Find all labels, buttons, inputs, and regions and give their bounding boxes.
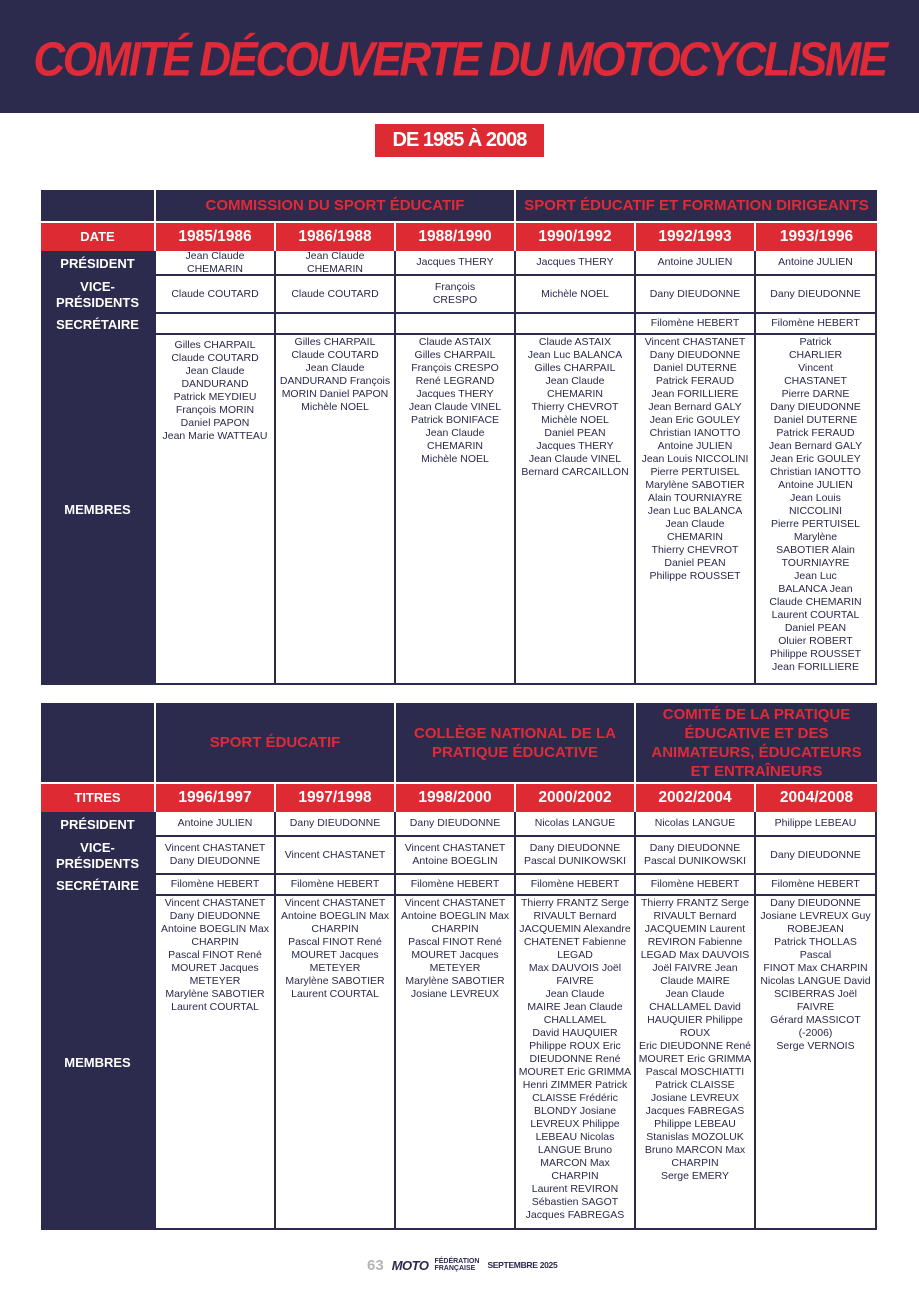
secretary-cell: Filomène HEBERT xyxy=(636,314,756,335)
president-cell: Jean Claude CHEMARIN xyxy=(154,251,276,276)
secretary-cell: Filomène HEBERT xyxy=(636,875,756,896)
row-label-secretary: SECRÉTAIRE xyxy=(41,314,154,335)
secretary-cell: Filomène HEBERT xyxy=(516,875,636,896)
period-badge: DE 1985 À 2008 xyxy=(375,124,544,157)
row-label-vice-presidents: VICE- PRÉSIDENTS xyxy=(41,276,154,314)
president-cell: Jacques THERY xyxy=(396,251,516,276)
secretary-cell xyxy=(276,314,396,335)
year-header: 2004/2008 xyxy=(756,784,877,812)
secretary-cell: Filomène HEBERT xyxy=(154,875,276,896)
group-header: COMMISSION DU SPORT ÉDUCATIF xyxy=(156,190,514,221)
vice-president-cell: Dany DIEUDONNE Pascal DUNIKOWSKI xyxy=(636,837,756,875)
year-row xyxy=(41,223,877,251)
year-header: 1985/1986 xyxy=(156,223,274,251)
year-header: 1993/1996 xyxy=(756,223,877,251)
members-cell: Gilles CHARPAIL Claude COUTARD Jean Claude DANDURAND Patrick MEYDIEU François MORIN Daniel PAPON Jean Marie WATTEAU xyxy=(154,335,276,685)
members-cell: Thierry FRANTZ Serge RIVAULT Bernard JACQUEMIN Alexandre CHATENET Fabienne LEGAD Max DAUVOIS Joël FAIVRE Jean Claude MAIRE Jean Claude CHALLAMEL David HAUQUIER Philippe ROUX Eric DIEUDONNE René MOURET Eric GRIMMA Henri ZIMMER Patrick CLAISSE Frédéric BLONDY Josiane LEVREUX Philippe LEBEAU Nicolas LANGUE Bruno MARCON Max CHARPIN Laurent REVIRON Sébastien SAGOT Jacques FABREGAS xyxy=(516,896,636,1230)
year-header: 1990/1992 xyxy=(516,223,634,251)
secretary-cell: Filomène HEBERT xyxy=(756,875,877,896)
secretary-cell xyxy=(516,314,636,335)
vice-president-cell: Claude COUTARD xyxy=(154,276,276,314)
year-header: 2002/2004 xyxy=(636,784,754,812)
vice-president-cell: Dany DIEUDONNE xyxy=(636,276,756,314)
row-label-date: DATE xyxy=(41,223,154,251)
members-cell: Thierry FRANTZ Serge RIVAULT Bernard JACQUEMIN Laurent REVIRON Fabienne LEGAD Max DAUVOIS Joël FAIVRE Jean Claude MAIRE Jean Claude CHALLAMEL David HAUQUIER Philippe ROUX Eric DIEUDONNE René MOURET Eric GRIMMA Pascal MOSCHIATTI Patrick CLAISSE Josiane LEVREUX Jacques FABREGAS Philippe LEBEAU Stanislas MOZOLUK Bruno MARCON Max CHARPIN Serge EMERY xyxy=(636,896,756,1230)
secretary-cell: Filomène HEBERT xyxy=(756,314,877,335)
table-1996-2008 xyxy=(41,703,877,1230)
members-cell: Vincent CHASTANET Dany DIEUDONNE Antoine BOEGLIN Max CHARPIN Pascal FINOT René MOURET Jacques METEYER Marylène SABOTIER Laurent COURTAL xyxy=(154,896,276,1230)
header-banner xyxy=(0,0,919,113)
secretary-cell xyxy=(396,314,516,335)
vice-president-cell: Claude COUTARD xyxy=(276,276,396,314)
page-number: 63 xyxy=(367,1256,384,1274)
vice-president-cell: Michèle NOEL xyxy=(516,276,636,314)
row-label-titles: TITRES xyxy=(41,784,154,812)
year-header: 1996/1997 xyxy=(156,784,274,812)
group-header: SPORT ÉDUCATIF ET FORMATION DIRIGEANTS xyxy=(516,190,877,221)
year-header: 1986/1988 xyxy=(276,223,394,251)
group-header-row xyxy=(41,190,877,221)
row-label-members: MEMBRES xyxy=(41,335,154,685)
table-1985-1996 xyxy=(41,190,877,685)
members-cell: Vincent CHASTANET Antoine BOEGLIN Max CHARPIN Pascal FINOT René MOURET Jacques METEYER Marylène SABOTIER Laurent COURTAL xyxy=(276,896,396,1230)
members-row xyxy=(41,896,877,1230)
year-header: 1988/1990 xyxy=(396,223,514,251)
president-cell: Antoine JULIEN xyxy=(154,812,276,837)
row-label-president: PRÉSIDENT xyxy=(41,251,154,276)
group-header: COMITÉ DE LA PRATIQUE ÉDUCATIVE ET DES ANIMATEURS, ÉDUCATEURS ET ENTRAÎNEURS xyxy=(636,703,877,782)
president-cell: Jacques THERY xyxy=(516,251,636,276)
group-header-row xyxy=(41,703,877,782)
year-header: 1998/2000 xyxy=(396,784,514,812)
members-cell: Claude ASTAIX Jean Luc BALANCA Gilles CHARPAIL Jean Claude CHEMARIN Thierry CHEVROT Michèle NOEL Daniel PEAN Jacques THERY Jean Claude VINEL Bernard CARCAILLON xyxy=(516,335,636,685)
president-row xyxy=(41,251,877,276)
vice-president-row xyxy=(41,276,877,314)
secretary-cell xyxy=(154,314,276,335)
president-cell: Jean Claude CHEMARIN xyxy=(276,251,396,276)
members-cell: Vincent CHASTANET Dany DIEUDONNE Daniel DUTERNE Patrick FERAUD Jean FORILLIERE Jean Bernard GALY Jean Eric GOULEY Christian IANOTTO Antoine JULIEN Jean Louis NICCOLINI Pierre PERTUISEL Marylène SABOTIER Alain TOURNIAYRE Jean Luc BALANCA Jean Claude CHEMARIN Thierry CHEVROT Daniel PEAN Philippe ROUSSET xyxy=(636,335,756,685)
members-cell: Claude ASTAIX Gilles CHARPAIL François CRESPO René LEGRAND Jacques THERY Jean Claude VINEL Patrick BONIFACE Jean Claude CHEMARIN Michèle NOEL xyxy=(396,335,516,685)
secretary-row xyxy=(41,875,877,896)
president-cell: Antoine JULIEN xyxy=(756,251,877,276)
vice-president-cell: Vincent CHASTANET xyxy=(276,837,396,875)
president-row xyxy=(41,812,877,837)
footer xyxy=(367,1257,557,1273)
group-header: SPORT ÉDUCATIF xyxy=(156,703,394,782)
secretary-cell: Filomène HEBERT xyxy=(396,875,516,896)
page-title: COMITÉ DÉCOUVERTE DU MOTOCYCLISME xyxy=(33,32,886,87)
president-cell: Dany DIEUDONNE xyxy=(276,812,396,837)
year-header: 1992/1993 xyxy=(636,223,754,251)
president-cell: Antoine JULIEN xyxy=(636,251,756,276)
secretary-cell: Filomène HEBERT xyxy=(276,875,396,896)
president-cell: Dany DIEUDONNE xyxy=(396,812,516,837)
vice-president-cell: Dany DIEUDONNE xyxy=(756,837,877,875)
president-cell: Nicolas LANGUE xyxy=(516,812,636,837)
president-cell: Philippe LEBEAU xyxy=(756,812,877,837)
vice-president-cell: Vincent CHASTANET Dany DIEUDONNE xyxy=(154,837,276,875)
secretary-row xyxy=(41,314,877,335)
vice-president-row xyxy=(41,837,877,875)
president-cell: Nicolas LANGUE xyxy=(636,812,756,837)
year-header: 1997/1998 xyxy=(276,784,394,812)
row-label-vice-presidents: VICE- PRÉSIDENTS xyxy=(41,837,154,875)
year-header: 2000/2002 xyxy=(516,784,634,812)
corner-cell xyxy=(41,190,154,221)
group-header: COLLÈGE NATIONAL DE LA PRATIQUE ÉDUCATIVE xyxy=(396,703,634,782)
corner-cell xyxy=(41,703,154,782)
vice-president-cell: Vincent CHASTANET Antoine BOEGLIN xyxy=(396,837,516,875)
row-label-secretary: SECRÉTAIRE xyxy=(41,875,154,896)
members-cell: Patrick CHARLIER Vincent CHASTANET Pierre DARNE Dany DIEUDONNE Daniel DUTERNE Patrick FERAUD Jean Bernard GALY Jean Eric GOULEY Christian IANOTTO Antoine JULIEN Jean Louis NICCOLINI Pierre PERTUISEL Marylène SABOTIER Alain TOURNIAYRE Jean Luc BALANCA Jean Claude CHEMARIN Laurent COURTAL Daniel PEAN Oluier ROBERT Philippe ROUSSET Jean FORILLIERE xyxy=(756,335,877,685)
year-row xyxy=(41,784,877,812)
members-row xyxy=(41,335,877,685)
issue-date: SEPTEMBRE 2025 xyxy=(487,1260,558,1270)
row-label-members: MEMBRES xyxy=(41,896,154,1230)
row-label-president: PRÉSIDENT xyxy=(41,812,154,837)
vice-president-cell: François CRESPO xyxy=(396,276,516,314)
members-cell: Dany DIEUDONNE Josiane LEVREUX Guy ROBEJEAN Patrick THOLLAS Pascal FINOT Max CHARPIN Nicolas LANGUE David SCIBERRAS Joël FAIVRE Gérard MASSICOT (-2006) Serge VERNOIS xyxy=(756,896,877,1230)
members-cell: Gilles CHARPAIL Claude COUTARD Jean Claude DANDURAND François MORIN Daniel PAPON Michèle NOEL xyxy=(276,335,396,685)
vice-president-cell: Dany DIEUDONNE Pascal DUNIKOWSKI xyxy=(516,837,636,875)
federation-label: FÉDÉRATION FRANÇAISE xyxy=(434,1258,480,1272)
vice-president-cell: Dany DIEUDONNE xyxy=(756,276,877,314)
moto-logo: MOTO xyxy=(391,1257,429,1273)
members-cell: Vincent CHASTANET Antoine BOEGLIN Max CHARPIN Pascal FINOT René MOURET Jacques METEYER Marylène SABOTIER Josiane LEVREUX xyxy=(396,896,516,1230)
